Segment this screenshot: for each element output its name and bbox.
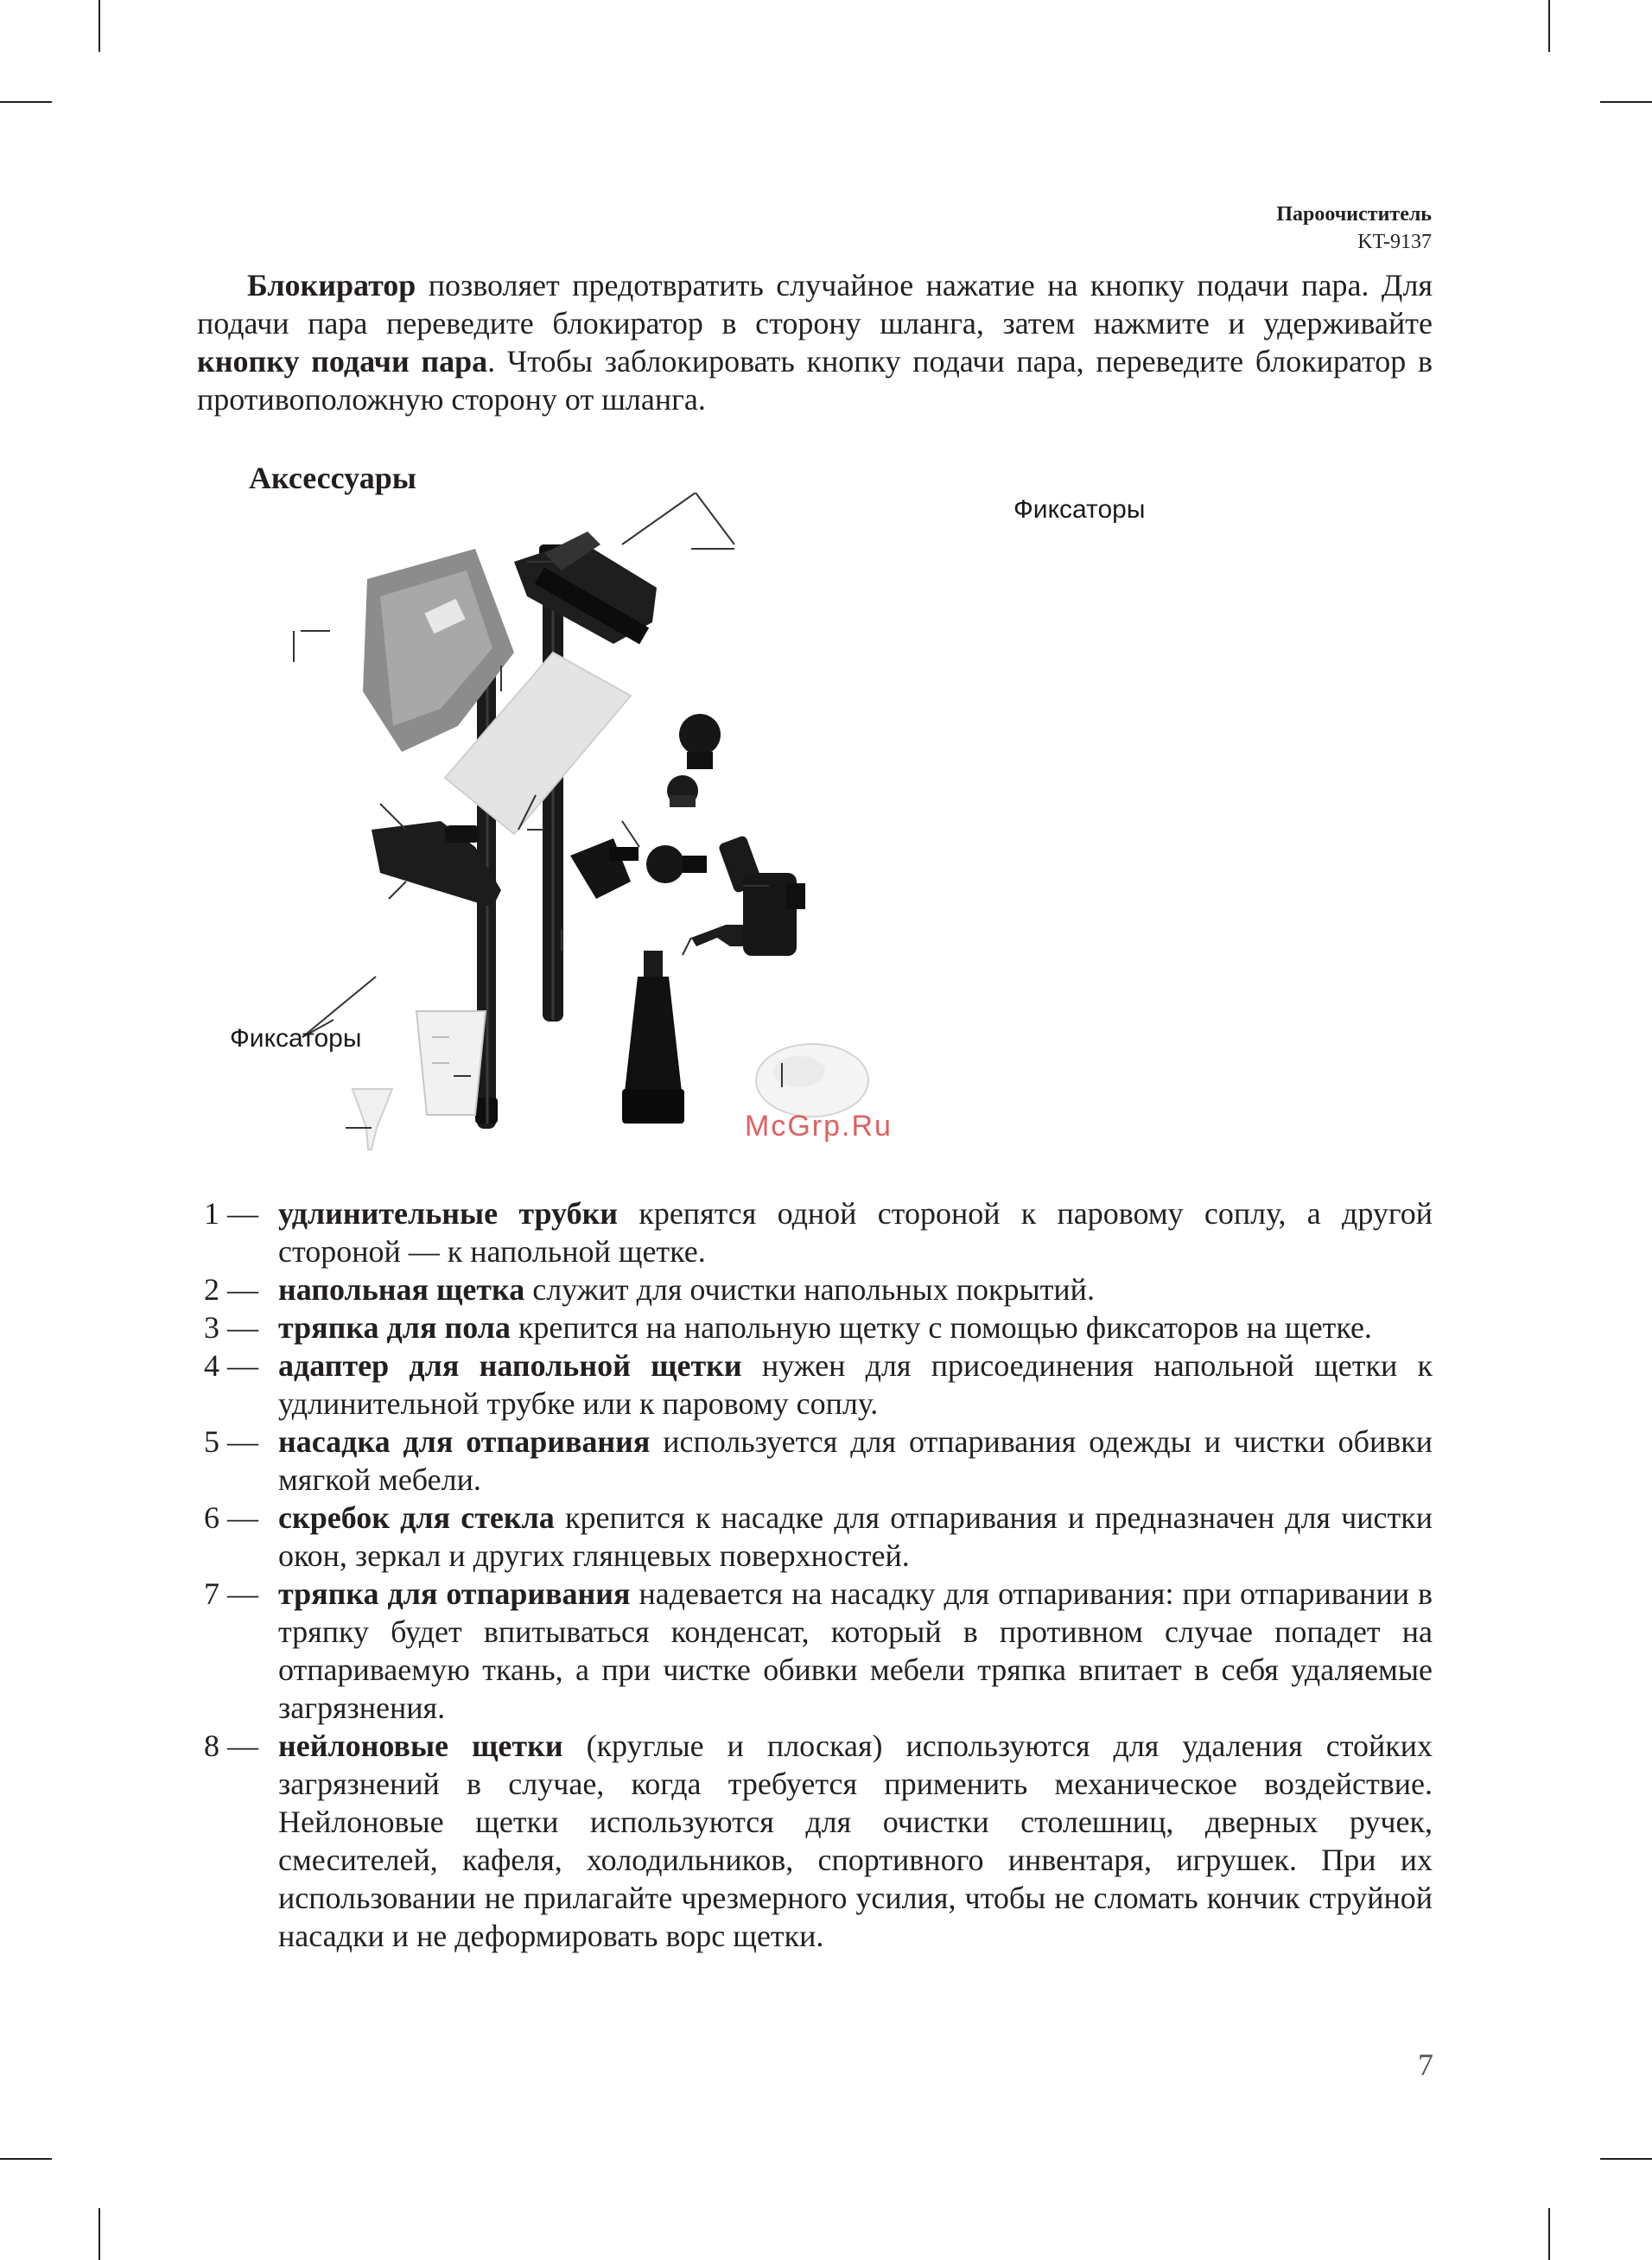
list-item bbox=[204, 1727, 1433, 1955]
accessory-list bbox=[204, 1194, 1433, 1955]
running-header bbox=[1276, 201, 1432, 256]
measuring-cup bbox=[416, 1011, 486, 1115]
item-number: 3 — bbox=[204, 1310, 258, 1345]
crop-mark bbox=[1600, 101, 1652, 103]
crop-mark bbox=[98, 0, 100, 52]
list-item bbox=[204, 1270, 1433, 1308]
jet-nozzle bbox=[622, 951, 684, 1124]
flat-nylon-brush bbox=[570, 838, 639, 899]
floor-brush bbox=[514, 532, 657, 645]
item-term: адаптер для напольной щетки bbox=[278, 1348, 742, 1383]
intro-paragraph bbox=[197, 266, 1433, 418]
intro-term-blocker: Блокиратор bbox=[247, 268, 416, 302]
item-text: надевается на насадку для отпаривания: при отпаривании в тряпку будет впитываться конденсат, который в противном случае попадет на отпариваемую ткань, а при чистке обивки мебели тряпка впитает в себя удаляемые загрязнения. bbox=[278, 1576, 1433, 1725]
item-text: служит для очистки напольных покрытий. bbox=[524, 1272, 1095, 1307]
header-model: KT-9137 bbox=[1357, 231, 1432, 253]
list-item bbox=[204, 1194, 1433, 1270]
item-number: 5 — bbox=[204, 1424, 258, 1459]
item-number: 2 — bbox=[204, 1272, 258, 1307]
crop-mark bbox=[1600, 2158, 1652, 2160]
item-term: удлинительные трубки bbox=[278, 1196, 619, 1231]
watermark: McGrp.Ru bbox=[745, 1110, 893, 1143]
list-item bbox=[204, 1499, 1433, 1575]
list-item bbox=[204, 1575, 1433, 1727]
item-number: 7 — bbox=[204, 1576, 258, 1611]
list-item bbox=[204, 1308, 1433, 1346]
item-number: 1 — bbox=[204, 1196, 258, 1231]
item-number: 8 — bbox=[204, 1728, 258, 1763]
intro-text-1: позволяет предотвратить случайное нажатие на кнопку подачи пара. Для подачи пара переведите блокиратор в сторону шланга, затем нажмите и удерживайте bbox=[197, 268, 1433, 341]
round-nylon-brush-1 bbox=[679, 714, 721, 769]
item-text: нужен для присоединения напольной щетки к удлинительной трубке или к паровому соплу. bbox=[278, 1348, 1433, 1421]
funnel bbox=[353, 1089, 392, 1149]
item-term: насадка для отпаривания bbox=[278, 1424, 651, 1459]
header-product: Пароочиститель bbox=[1276, 203, 1432, 226]
accessories-figure bbox=[216, 493, 1166, 1167]
crop-mark bbox=[0, 2158, 52, 2160]
item-number: 4 — bbox=[204, 1348, 258, 1383]
intro-text-2: . Чтобы заблокировать кнопку подачи пара, переведите блокиратор в противоположную сторону от шланга. bbox=[197, 344, 1433, 417]
round-nylon-brush-2 bbox=[667, 775, 698, 807]
item-number: 6 — bbox=[204, 1500, 258, 1535]
section-title: Аксессуары bbox=[249, 461, 416, 495]
page-number: 7 bbox=[1418, 2047, 1433, 2082]
crop-mark bbox=[98, 2208, 100, 2260]
item-term: нейлоновые щетки bbox=[278, 1728, 563, 1763]
item-text: крепятся одной стороной к паровому соплу, а другой стороной — к напольной щетке. bbox=[278, 1196, 1433, 1269]
glass-scraper bbox=[691, 925, 743, 946]
item-term: тряпка для пола bbox=[278, 1310, 511, 1345]
label-fasteners-left: Фиксаторы bbox=[230, 1024, 362, 1053]
steaming-cloth bbox=[756, 1044, 868, 1117]
label-fasteners-top: Фиксаторы bbox=[1013, 495, 1146, 524]
item-term: скребок для стекла bbox=[278, 1500, 555, 1535]
item-text: крепится на напольную щетку с помощью фиксаторов на щетке. bbox=[510, 1310, 1372, 1345]
item-text: используется для отпаривания одежды и чистки обивки мягкой мебели. bbox=[278, 1424, 1433, 1497]
crop-mark bbox=[1548, 0, 1550, 52]
item-term: напольная щетка bbox=[278, 1272, 525, 1307]
item-text: (круглые и плоская) используются для удаления стойких загрязнений в случае, когда требуется применить механическое воздействие. Нейлоновые щетки используются для очистки столешниц, дверных ручек, смесителей, кафеля, холодильников, спортивного инвентаря, игрушек. При их использовании не прилагайте чрезмерного усилия, чтобы не сломать кончик струйной насадки и не деформировать ворс щетки. bbox=[278, 1728, 1433, 1953]
list-item bbox=[204, 1423, 1433, 1499]
intro-term-steam-button: кнопку подачи пара bbox=[197, 344, 488, 379]
crop-mark bbox=[0, 101, 52, 103]
crop-mark bbox=[1548, 2208, 1550, 2260]
round-nylon-brush-3 bbox=[646, 845, 707, 883]
list-item bbox=[204, 1346, 1433, 1423]
item-text: крепится к насадке для отпаривания и предназначен для чистки окон, зеркал и других глянцевых поверхностей. bbox=[278, 1500, 1433, 1573]
accessories-illustration bbox=[216, 493, 1166, 1167]
item-term: тряпка для отпаривания bbox=[278, 1576, 631, 1611]
